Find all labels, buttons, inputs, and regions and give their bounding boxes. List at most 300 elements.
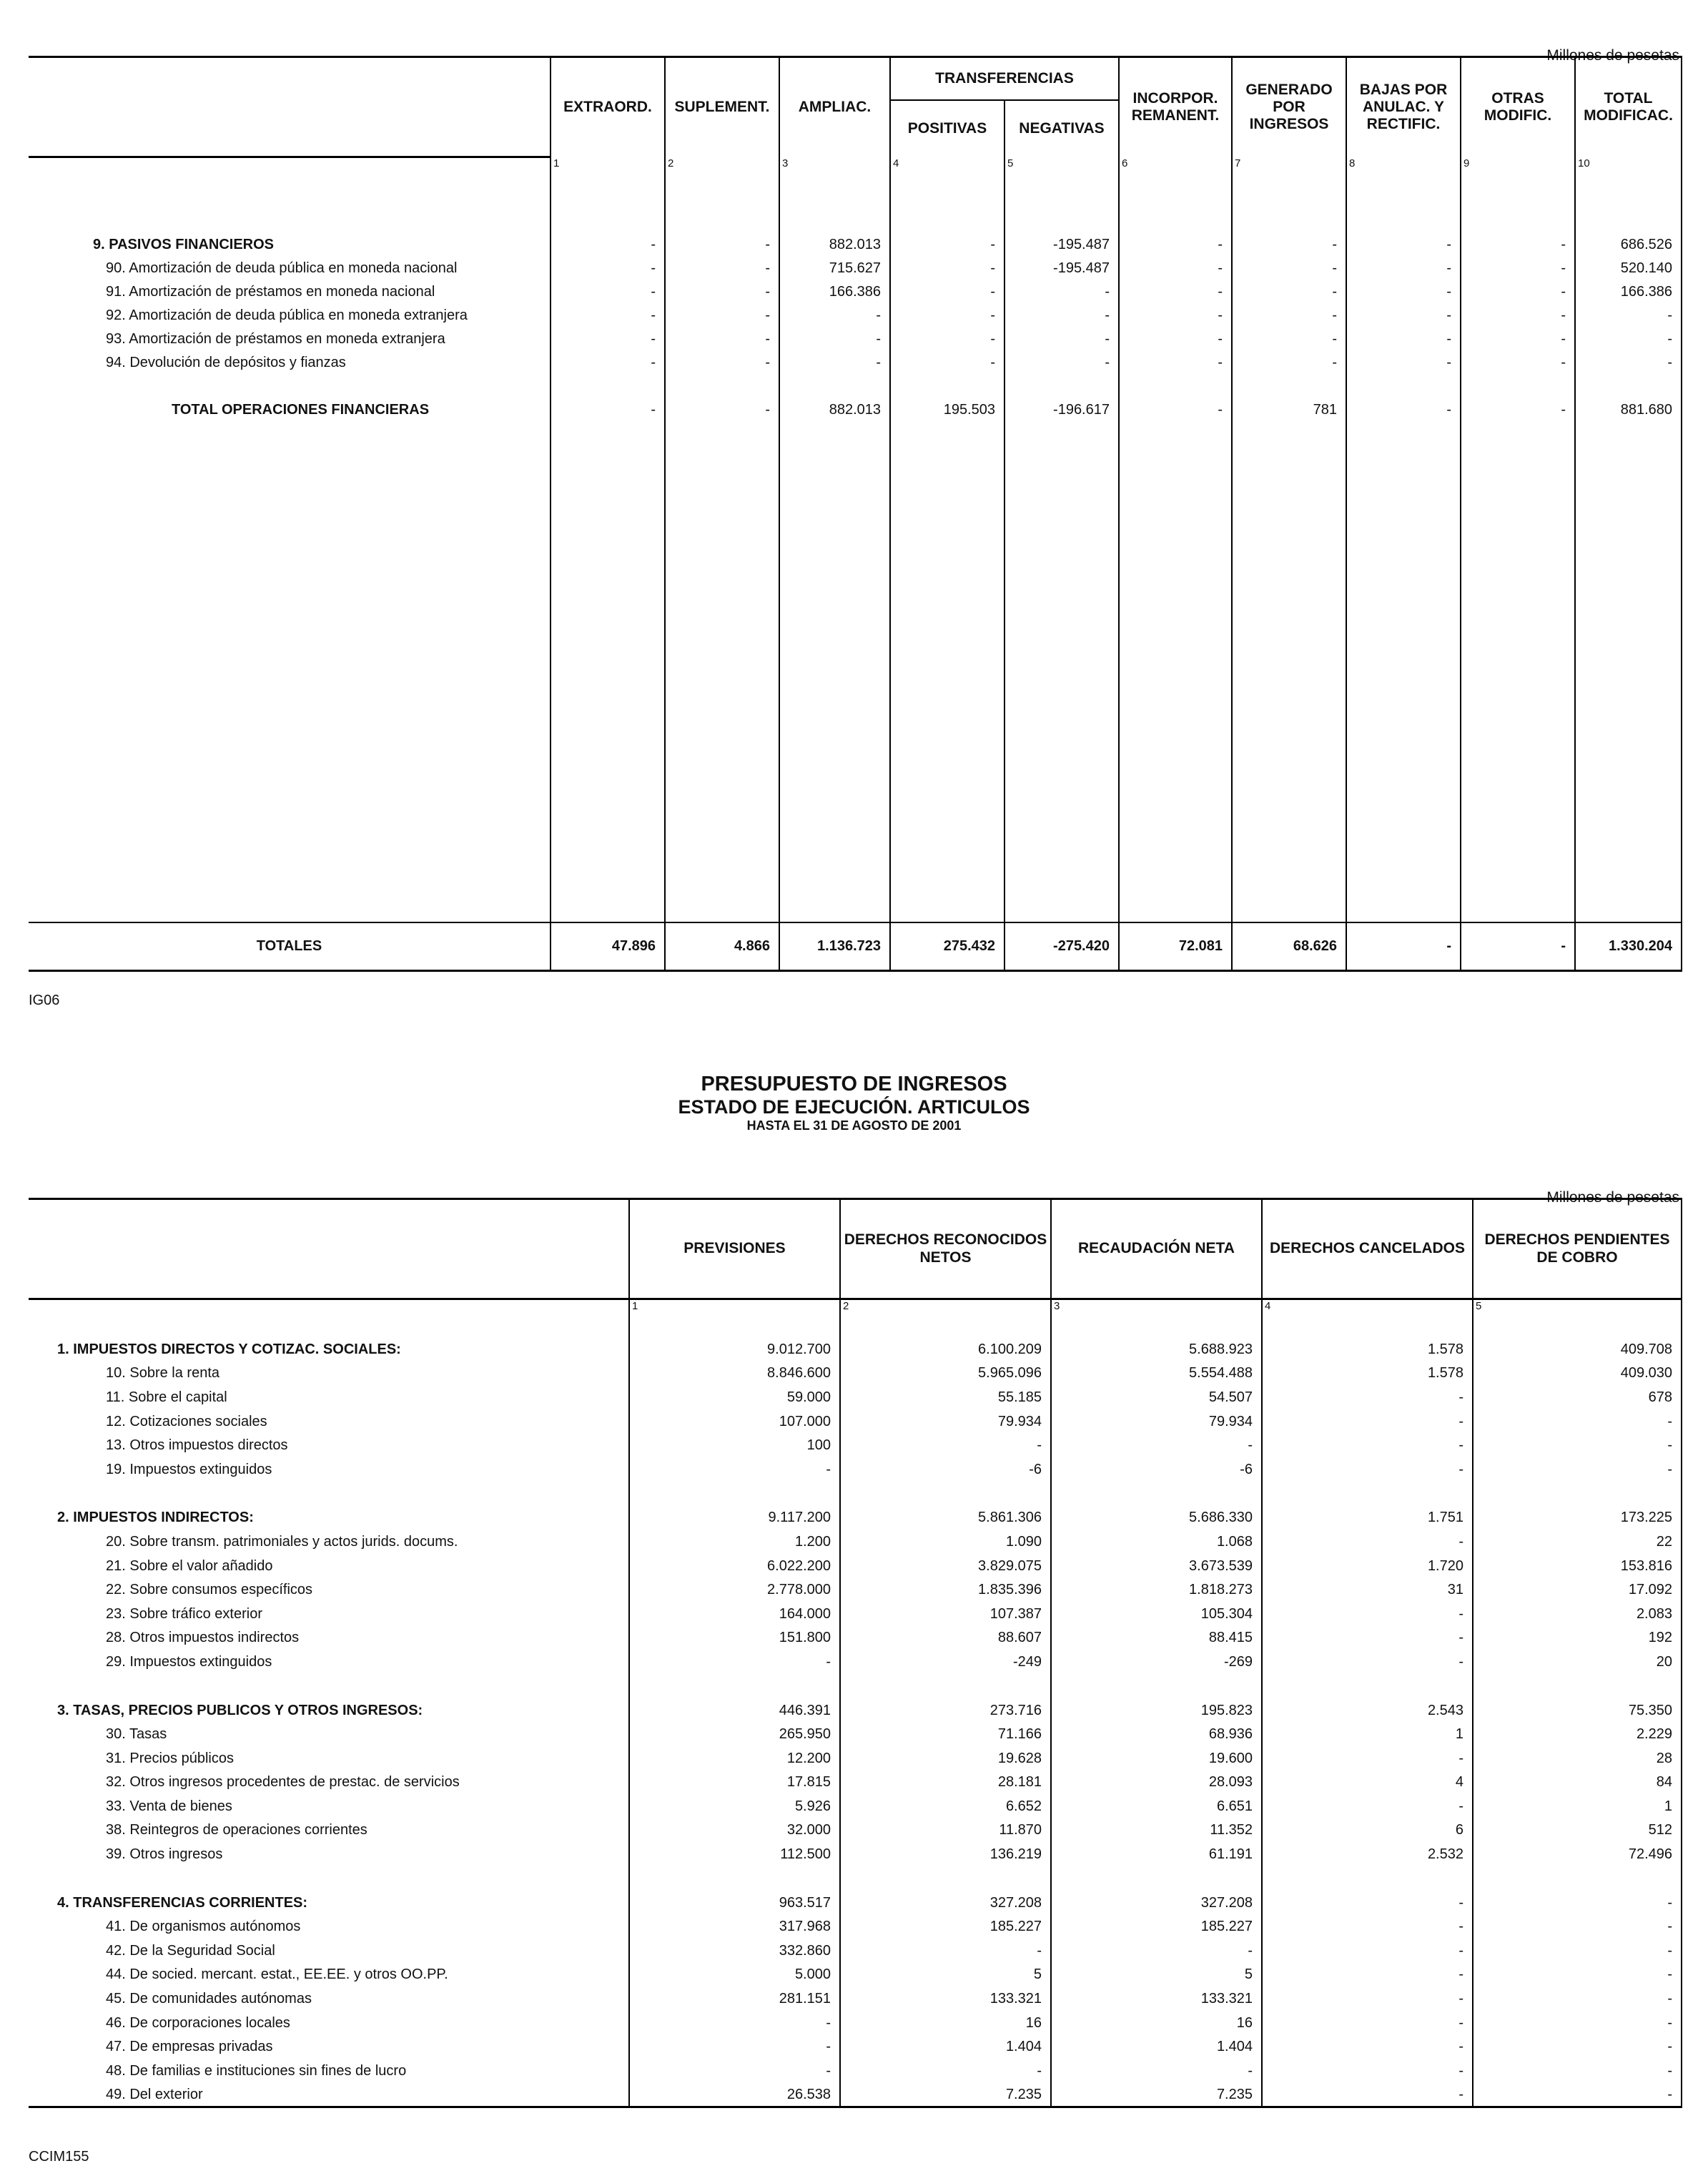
value-cell: 1.818.273	[1051, 1578, 1262, 1602]
value-cell: -	[1461, 233, 1575, 257]
header-otras: OTRAS MODIFIC.	[1461, 57, 1575, 157]
value-cell: 882.013	[779, 398, 890, 423]
value-cell: -	[779, 351, 890, 375]
item-row	[29, 2035, 1682, 2059]
value-cell: 4	[1262, 1771, 1473, 1795]
value-cell: -	[1473, 1434, 1682, 1458]
units-label-top: Millones de pesetas	[1546, 47, 1679, 64]
value-cell: -	[1119, 280, 1232, 304]
value-cell: -	[551, 328, 665, 351]
totales-cell: 47.896	[551, 922, 665, 971]
value-cell: 3.673.539	[1051, 1554, 1262, 1578]
value-cell: -	[629, 2059, 840, 2084]
header-transferencias: TRANSFERENCIAS	[890, 57, 1119, 100]
value-cell: 5.861.306	[840, 1506, 1051, 1530]
row-label: 92. Amortización de deuda pública en moneda extranjera	[106, 307, 468, 323]
row-label: 21. Sobre el valor añadido	[106, 1557, 273, 1574]
header-suplement: SUPLEMENT.	[665, 57, 779, 157]
value-cell: 2.229	[1473, 1723, 1682, 1747]
value-cell: 195.823	[1051, 1698, 1262, 1723]
value-cell: -	[1004, 304, 1119, 328]
item-row	[29, 1602, 1682, 1626]
value-cell: -	[1119, 351, 1232, 375]
value-cell: 332.860	[629, 1939, 840, 1964]
value-cell: -	[1262, 2083, 1473, 2107]
value-cell: 151.800	[629, 1626, 840, 1650]
value-cell: -	[551, 280, 665, 304]
value-cell: 1.068	[1051, 1530, 1262, 1555]
header-derechos-reconocidos: DERECHOS RECONOCIDOS NETOS	[840, 1199, 1051, 1299]
value-cell: 1.578	[1262, 1362, 1473, 1386]
colnum: 2	[665, 157, 779, 176]
value-cell: 6	[1262, 1818, 1473, 1843]
value-cell: 11.870	[840, 1818, 1051, 1843]
value-cell: -	[1346, 257, 1461, 280]
item-row	[29, 1386, 1682, 1410]
row-label: 42. De la Seguridad Social	[106, 1942, 275, 1959]
value-cell: -	[1262, 1434, 1473, 1458]
row-label: 22. Sobre consumos específicos	[106, 1582, 313, 1598]
value-cell: 195.503	[890, 398, 1004, 423]
value-cell: 409.708	[1473, 1338, 1682, 1362]
value-cell: 185.227	[1051, 1915, 1262, 1939]
report-subtitle: ESTADO DE EJECUCIÓN. ARTICULOS	[678, 1096, 1030, 1118]
value-cell: -269	[1051, 1650, 1262, 1675]
value-cell: -	[665, 257, 779, 280]
value-cell: 281.151	[629, 1987, 840, 2012]
value-cell: -	[1473, 1409, 1682, 1434]
item-row	[29, 1987, 1682, 2012]
item-row	[29, 1457, 1682, 1482]
row-label: 33. Venta de bienes	[106, 1798, 232, 1814]
value-cell: 11.352	[1051, 1818, 1262, 1843]
item-row	[29, 2059, 1682, 2084]
value-cell: -	[779, 304, 890, 328]
value-cell: 2.543	[1262, 1698, 1473, 1723]
value-cell: -	[1004, 280, 1119, 304]
value-cell: -	[629, 1650, 840, 1675]
value-cell: 9.012.700	[629, 1338, 840, 1362]
item-row	[29, 1723, 1682, 1747]
totales-cell: 68.626	[1232, 922, 1346, 971]
totales-cell: -275.420	[1004, 922, 1119, 971]
row-label: 48. De familias e instituciones sin fines de lucro	[106, 2062, 407, 2079]
value-cell: -	[1262, 1626, 1473, 1650]
value-cell: 54.507	[1051, 1386, 1262, 1410]
value-cell: -195.487	[1004, 233, 1119, 257]
row-label: 31. Precios públicos	[106, 1750, 234, 1766]
value-cell: -	[1473, 1987, 1682, 2012]
value-cell: 153.816	[1473, 1554, 1682, 1578]
header-positivas: POSITIVAS	[890, 100, 1004, 157]
value-cell: -	[1232, 280, 1346, 304]
value-cell: -	[1262, 1602, 1473, 1626]
value-cell: 5	[840, 1963, 1051, 1987]
totales-label: TOTALES	[29, 922, 551, 971]
value-cell: 105.304	[1051, 1602, 1262, 1626]
totales-cell: -	[1346, 922, 1461, 971]
value-cell: -	[1051, 1939, 1262, 1964]
value-cell: -	[1346, 398, 1461, 423]
row-label: TOTAL OPERACIONES FINANCIERAS	[172, 402, 430, 418]
value-cell: -	[890, 257, 1004, 280]
value-cell: 1.404	[840, 2035, 1051, 2059]
group-row	[29, 1338, 1682, 1362]
colnum: 5	[1004, 157, 1119, 176]
item-row	[29, 1818, 1682, 1843]
group-row	[29, 1891, 1682, 1915]
value-cell: 2.083	[1473, 1602, 1682, 1626]
value-cell: -	[1346, 328, 1461, 351]
value-cell: 881.680	[1575, 398, 1682, 423]
value-cell: -	[1346, 280, 1461, 304]
value-cell: -	[890, 233, 1004, 257]
value-cell: -	[1461, 351, 1575, 375]
value-cell: -	[1262, 1409, 1473, 1434]
header-bajas: BAJAS POR ANULAC. Y RECTIFIC.	[1346, 57, 1461, 157]
value-cell: 17.092	[1473, 1578, 1682, 1602]
value-cell: 265.950	[629, 1723, 840, 1747]
value-cell: -	[890, 328, 1004, 351]
value-cell: 79.934	[1051, 1409, 1262, 1434]
value-cell: -	[1232, 257, 1346, 280]
item-row	[29, 328, 1682, 351]
value-cell: 22	[1473, 1530, 1682, 1555]
colnum: 2	[840, 1299, 1051, 1318]
colnum: 8	[1346, 157, 1461, 176]
header-derechos-pendientes: DERECHOS PENDIENTES DE COBRO	[1473, 1199, 1682, 1299]
value-cell: 5.686.330	[1051, 1506, 1262, 1530]
value-cell: 28	[1473, 1746, 1682, 1771]
value-cell: 133.321	[1051, 1987, 1262, 2012]
row-label: 29. Impuestos extinguidos	[106, 1653, 272, 1670]
value-cell: -6	[840, 1457, 1051, 1482]
value-cell: -	[1346, 233, 1461, 257]
row-label: 11. Sobre el capital	[106, 1389, 227, 1405]
value-cell: -	[665, 233, 779, 257]
value-cell: -	[1473, 1891, 1682, 1915]
value-cell: -	[1346, 351, 1461, 375]
row-label: 39. Otros ingresos	[106, 1846, 223, 1863]
colnum: 10	[1575, 157, 1682, 176]
value-cell: 6.100.209	[840, 1338, 1051, 1362]
value-cell: -	[629, 2035, 840, 2059]
totales-cell: 1.136.723	[779, 922, 890, 971]
value-cell: -	[1575, 351, 1682, 375]
colnum: 1	[551, 157, 665, 176]
colnum: 6	[1119, 157, 1232, 176]
value-cell: -	[551, 257, 665, 280]
value-cell: -	[1262, 1746, 1473, 1771]
value-cell: -	[840, 2059, 1051, 2084]
header-negativas: NEGATIVAS	[1004, 100, 1119, 157]
value-cell: -	[1262, 1795, 1473, 1819]
value-cell: -	[1119, 257, 1232, 280]
value-cell: -	[665, 351, 779, 375]
row-label: 44. De socied. mercant. estat., EE.EE. y otros OO.PP.	[106, 1966, 448, 1983]
row-label: 12. Cotizaciones sociales	[106, 1413, 267, 1429]
row-label: 47. De empresas privadas	[106, 2039, 273, 2055]
value-cell: -	[840, 1939, 1051, 1964]
item-row	[29, 1362, 1682, 1386]
group-row	[29, 233, 1682, 257]
totales-cell: 275.432	[890, 922, 1004, 971]
item-row	[29, 1409, 1682, 1434]
value-cell: 520.140	[1575, 257, 1682, 280]
value-cell: 20	[1473, 1650, 1682, 1675]
row-label: 23. Sobre tráfico exterior	[106, 1605, 262, 1622]
value-cell: 5.688.923	[1051, 1338, 1262, 1362]
value-cell: -	[1262, 2035, 1473, 2059]
row-label: 38. Reintegros de operaciones corrientes	[106, 1822, 367, 1838]
header-incorpor: INCORPOR. REMANENT.	[1119, 57, 1232, 157]
value-cell: 107.000	[629, 1409, 840, 1434]
value-cell: 882.013	[779, 233, 890, 257]
totales-row	[29, 922, 1682, 971]
value-cell: -	[1232, 304, 1346, 328]
value-cell: 1	[1262, 1723, 1473, 1747]
item-row	[29, 1626, 1682, 1650]
value-cell: 136.219	[840, 1843, 1051, 1867]
row-label: 90. Amortización de deuda pública en moneda nacional	[106, 260, 458, 276]
value-cell: -	[1461, 257, 1575, 280]
item-row	[29, 1795, 1682, 1819]
row-label: 19. Impuestos extinguidos	[106, 1461, 272, 1477]
value-cell: -	[1051, 1434, 1262, 1458]
value-cell: -6	[1051, 1457, 1262, 1482]
header-recaudacion: RECAUDACIÓN NETA	[1051, 1199, 1262, 1299]
value-cell: -	[1473, 2059, 1682, 2084]
value-cell: -	[1346, 304, 1461, 328]
value-cell: 1.090	[840, 1530, 1051, 1555]
value-cell: 1.578	[1262, 1338, 1473, 1362]
value-cell: -	[840, 1434, 1051, 1458]
value-cell: 327.208	[840, 1891, 1051, 1915]
value-cell: 84	[1473, 1771, 1682, 1795]
value-cell: -	[890, 304, 1004, 328]
value-cell: 28.181	[840, 1771, 1051, 1795]
value-cell: 6.651	[1051, 1795, 1262, 1819]
item-row	[29, 280, 1682, 304]
value-cell: 781	[1232, 398, 1346, 423]
value-cell: -	[1119, 328, 1232, 351]
value-cell: 192	[1473, 1626, 1682, 1650]
value-cell: -	[551, 233, 665, 257]
value-cell: -	[1473, 1963, 1682, 1987]
header-extraord: EXTRAORD.	[551, 57, 665, 157]
row-label: 32. Otros ingresos procedentes de prestac. de servicios	[106, 1774, 460, 1791]
row-label: 1. IMPUESTOS DIRECTOS Y COTIZAC. SOCIALES:	[57, 1341, 401, 1357]
totales-cell: 72.081	[1119, 922, 1232, 971]
value-cell: -	[1262, 1530, 1473, 1555]
item-row	[29, 1939, 1682, 1964]
value-cell: -	[551, 304, 665, 328]
colnum: 1	[629, 1299, 840, 1318]
value-cell: -195.487	[1004, 257, 1119, 280]
value-cell: 1	[1473, 1795, 1682, 1819]
row-label: 28. Otros impuestos indirectos	[106, 1630, 300, 1646]
value-cell: -	[1232, 233, 1346, 257]
value-cell: -	[1262, 1939, 1473, 1964]
row-label: 9. PASIVOS FINANCIEROS	[93, 236, 275, 252]
header-total: TOTAL MODIFICAC.	[1575, 57, 1682, 157]
value-cell: -	[890, 280, 1004, 304]
row-label: 46. De corporaciones locales	[106, 2014, 290, 2031]
colnum: 4	[1262, 1299, 1473, 1318]
colnum: 7	[1232, 157, 1346, 176]
value-cell: 32.000	[629, 1818, 840, 1843]
value-cell: 16	[840, 2011, 1051, 2035]
value-cell: 273.716	[840, 1698, 1051, 1723]
value-cell: 446.391	[629, 1698, 840, 1723]
row-label: 91. Amortización de préstamos en moneda nacional	[106, 283, 435, 300]
item-row	[29, 1530, 1682, 1555]
value-cell: -	[1461, 328, 1575, 351]
value-cell: 17.815	[629, 1771, 840, 1795]
item-row	[29, 1578, 1682, 1602]
value-cell: -	[551, 398, 665, 423]
totales-cell: 1.330.204	[1575, 922, 1682, 971]
value-cell: 112.500	[629, 1843, 840, 1867]
header-previsiones: PREVISIONES	[629, 1199, 840, 1299]
colnum: 5	[1473, 1299, 1682, 1318]
value-cell: -	[629, 1457, 840, 1482]
item-row	[29, 1915, 1682, 1939]
totales-cell: 4.866	[665, 922, 779, 971]
value-cell: -	[1473, 1939, 1682, 1964]
value-cell: -	[1473, 2083, 1682, 2107]
value-cell: 5	[1051, 1963, 1262, 1987]
value-cell: 6.022.200	[629, 1554, 840, 1578]
value-cell: 173.225	[1473, 1506, 1682, 1530]
value-cell: 19.628	[840, 1746, 1051, 1771]
value-cell: 7.235	[840, 2083, 1051, 2107]
value-cell: 79.934	[840, 1409, 1051, 1434]
item-row	[29, 2083, 1682, 2107]
value-cell: -	[1262, 1650, 1473, 1675]
row-label: 93. Amortización de préstamos en moneda extranjera	[106, 330, 445, 347]
header-ampliac: AMPLIAC.	[779, 57, 890, 157]
value-cell: -	[1262, 1457, 1473, 1482]
value-cell: -249	[840, 1650, 1051, 1675]
value-cell: -	[779, 328, 890, 351]
value-cell: 75.350	[1473, 1698, 1682, 1723]
group-row	[29, 1698, 1682, 1723]
value-cell: -	[665, 328, 779, 351]
row-label: 3. TASAS, PRECIOS PUBLICOS Y OTROS INGRESOS:	[57, 1702, 423, 1718]
value-cell: -	[551, 351, 665, 375]
value-cell: 409.030	[1473, 1362, 1682, 1386]
value-cell: -	[1473, 1457, 1682, 1482]
item-row	[29, 1843, 1682, 1867]
value-cell: 327.208	[1051, 1891, 1262, 1915]
row-label: 20. Sobre transm. patrimoniales y actos jurids. docums.	[106, 1533, 458, 1550]
value-cell: 59.000	[629, 1386, 840, 1410]
value-cell: 164.000	[629, 1602, 840, 1626]
value-cell: 512	[1473, 1818, 1682, 1843]
value-cell: -	[1004, 328, 1119, 351]
value-cell: -	[1461, 304, 1575, 328]
row-label: 4. TRANSFERENCIAS CORRIENTES:	[57, 1894, 308, 1911]
form-code-bottom: CCIM155	[29, 2149, 89, 2165]
value-cell: 5.965.096	[840, 1362, 1051, 1386]
value-cell: 166.386	[1575, 280, 1682, 304]
value-cell: 68.936	[1051, 1723, 1262, 1747]
value-cell: -	[665, 398, 779, 423]
colnum: 3	[779, 157, 890, 176]
header-generado: GENERADO POR INGRESOS	[1232, 57, 1346, 157]
item-row	[29, 1650, 1682, 1675]
value-cell: 686.526	[1575, 233, 1682, 257]
report-date: HASTA EL 31 DE AGOSTO DE 2001	[746, 1118, 962, 1133]
colnum: 9	[1461, 157, 1575, 176]
totales-cell: -	[1461, 922, 1575, 971]
item-row	[29, 2011, 1682, 2035]
value-cell: -	[1262, 2011, 1473, 2035]
value-cell: -	[665, 304, 779, 328]
value-cell: -	[1575, 328, 1682, 351]
value-cell: 88.607	[840, 1626, 1051, 1650]
value-cell: 715.627	[779, 257, 890, 280]
value-cell: 26.538	[629, 2083, 840, 2107]
row-label: 10. Sobre la renta	[106, 1365, 219, 1382]
value-cell: -	[1004, 351, 1119, 375]
value-cell: 963.517	[629, 1891, 840, 1915]
value-cell: 55.185	[840, 1386, 1051, 1410]
value-cell: 61.191	[1051, 1843, 1262, 1867]
value-cell: 72.496	[1473, 1843, 1682, 1867]
item-row	[29, 304, 1682, 328]
units-label-bottom: Millones de pesetas	[1546, 1189, 1679, 1206]
value-cell: 31	[1262, 1578, 1473, 1602]
value-cell: 5.554.488	[1051, 1362, 1262, 1386]
value-cell: 2.532	[1262, 1843, 1473, 1867]
total-operations-row	[29, 398, 1682, 423]
item-row	[29, 1554, 1682, 1578]
value-cell: -	[1262, 1386, 1473, 1410]
value-cell: -	[1262, 1963, 1473, 1987]
header-derechos-cancelados: DERECHOS CANCELADOS	[1262, 1199, 1473, 1299]
value-cell: -	[1262, 1891, 1473, 1915]
form-code-top: IG06	[29, 993, 60, 1008]
value-cell: 100	[629, 1434, 840, 1458]
value-cell: 1.720	[1262, 1554, 1473, 1578]
value-cell: 3.829.075	[840, 1554, 1051, 1578]
item-row	[29, 1434, 1682, 1458]
value-cell: 71.166	[840, 1723, 1051, 1747]
value-cell: 678	[1473, 1386, 1682, 1410]
row-label: 94. Devolución de depósitos y fianzas	[106, 354, 346, 370]
value-cell: -	[1262, 2059, 1473, 2084]
value-cell: 16	[1051, 2011, 1262, 2035]
value-cell: 133.321	[840, 1987, 1051, 2012]
item-row	[29, 1963, 1682, 1987]
value-cell: 88.415	[1051, 1626, 1262, 1650]
income-table	[29, 1198, 1682, 2108]
row-label: 49. Del exterior	[29, 2083, 629, 2107]
value-cell: -	[890, 351, 1004, 375]
value-cell: -	[1051, 2059, 1262, 2084]
colnum: 3	[1051, 1299, 1262, 1318]
value-cell: 107.387	[840, 1602, 1051, 1626]
row-label: 30. Tasas	[106, 1726, 167, 1743]
value-cell: 12.200	[629, 1746, 840, 1771]
value-cell: 19.600	[1051, 1746, 1262, 1771]
item-row	[29, 351, 1682, 375]
value-cell: -	[1461, 280, 1575, 304]
value-cell: 1.404	[1051, 2035, 1262, 2059]
value-cell: 8.846.600	[629, 1362, 840, 1386]
